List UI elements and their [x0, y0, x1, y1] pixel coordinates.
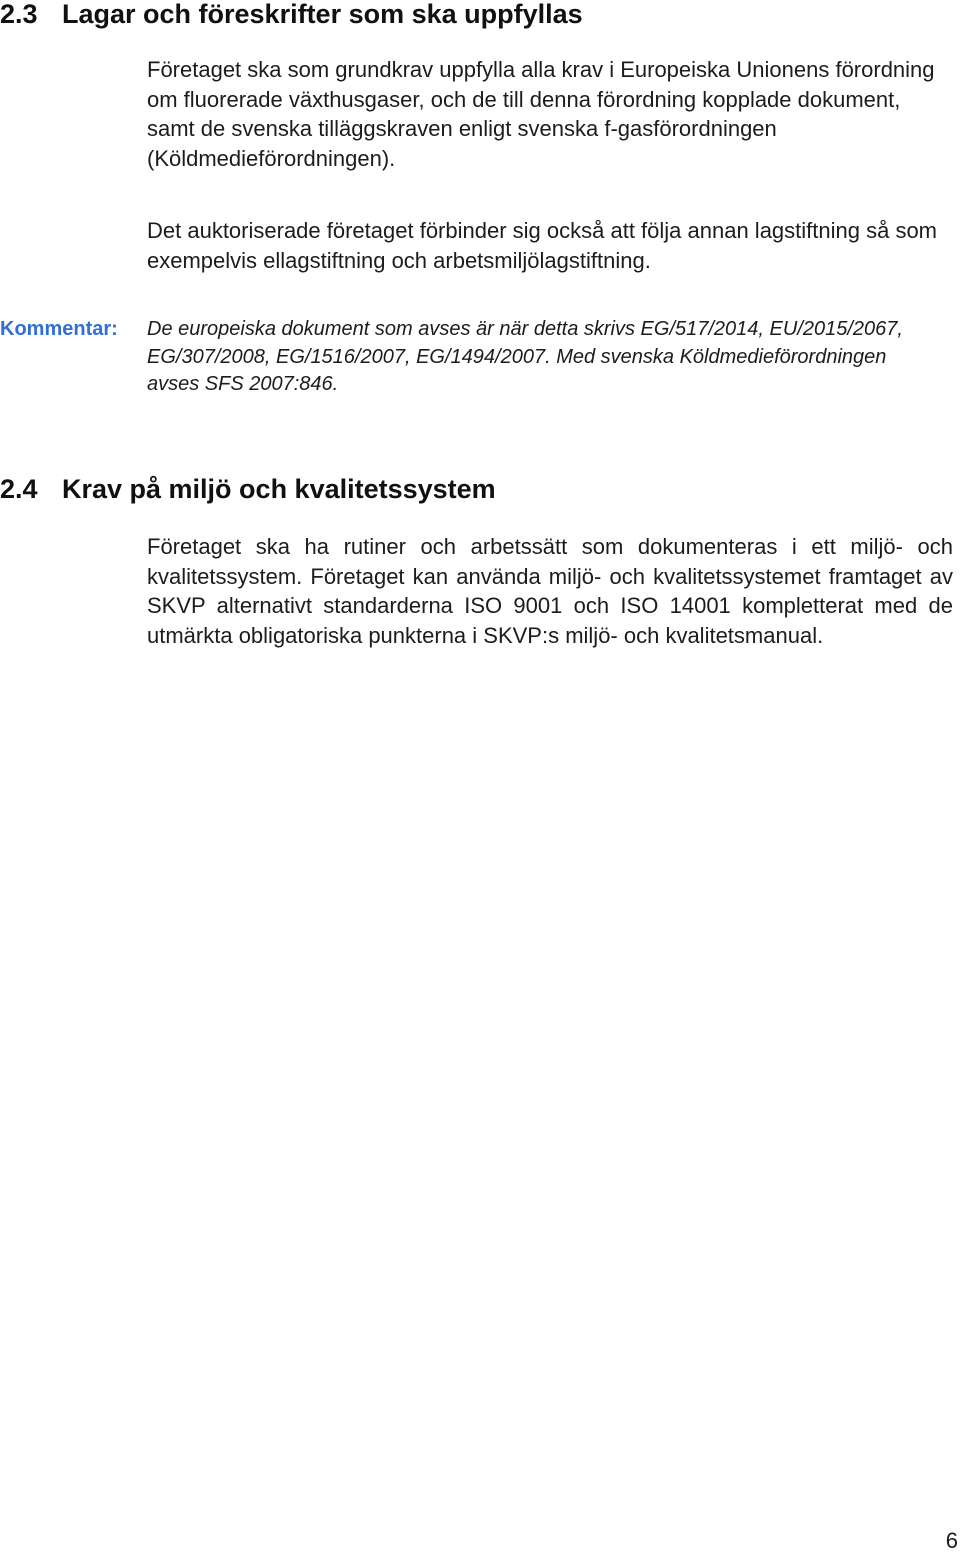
paragraph-grundkrav: Företaget ska som grundkrav uppfylla alla krav i Europeiska Unionens förordning om fluorerade växthusgaser, och de till denna förordning kopplade dokument, samt de svenska tilläggskraven enligt svenska f-gasförordningen (Köldmedieförordningen).	[147, 57, 935, 171]
comment-text: De europeiska dokument som avses är när detta skrivs EG/517/2014, EU/2015/2067, EG/307/2008, EG/1516/2007, EG/1494/2007. Med svenska Köldmedieförordningen avses SFS 2007:846.	[147, 318, 903, 395]
section-title: Krav på miljö och kvalitetssystem	[62, 474, 496, 504]
section-heading-2-3	[0, 0, 583, 30]
section-title: Lagar och föreskrifter som ska uppfyllas	[62, 0, 583, 29]
paragraph-miljo-kvalitetssystem: Företaget ska ha rutiner och arbetssätt som dokumenteras i ett miljö- och kvalitetssystem. Företaget kan använda miljö- och kvalitetssystemet framtaget av SKVP alternativt standarderna ISO 9001 och ISO 14001 kompletterat med de utmärkta obligatoriska punkterna i SKVP:s miljö- och kvalitetsmanual.	[147, 534, 953, 648]
section-number: 2.3	[0, 0, 38, 29]
section-number: 2.4	[0, 474, 38, 504]
paragraph-annan-lagstiftning: Det auktoriserade företaget förbinder sig också att följa annan lagstiftning så som exempelvis ellagstiftning och arbetsmiljölagstiftning.	[147, 218, 938, 273]
page-number: 6	[945, 1528, 958, 1553]
comment-label: Kommentar:	[0, 318, 118, 340]
section-heading-2-4	[0, 473, 496, 505]
